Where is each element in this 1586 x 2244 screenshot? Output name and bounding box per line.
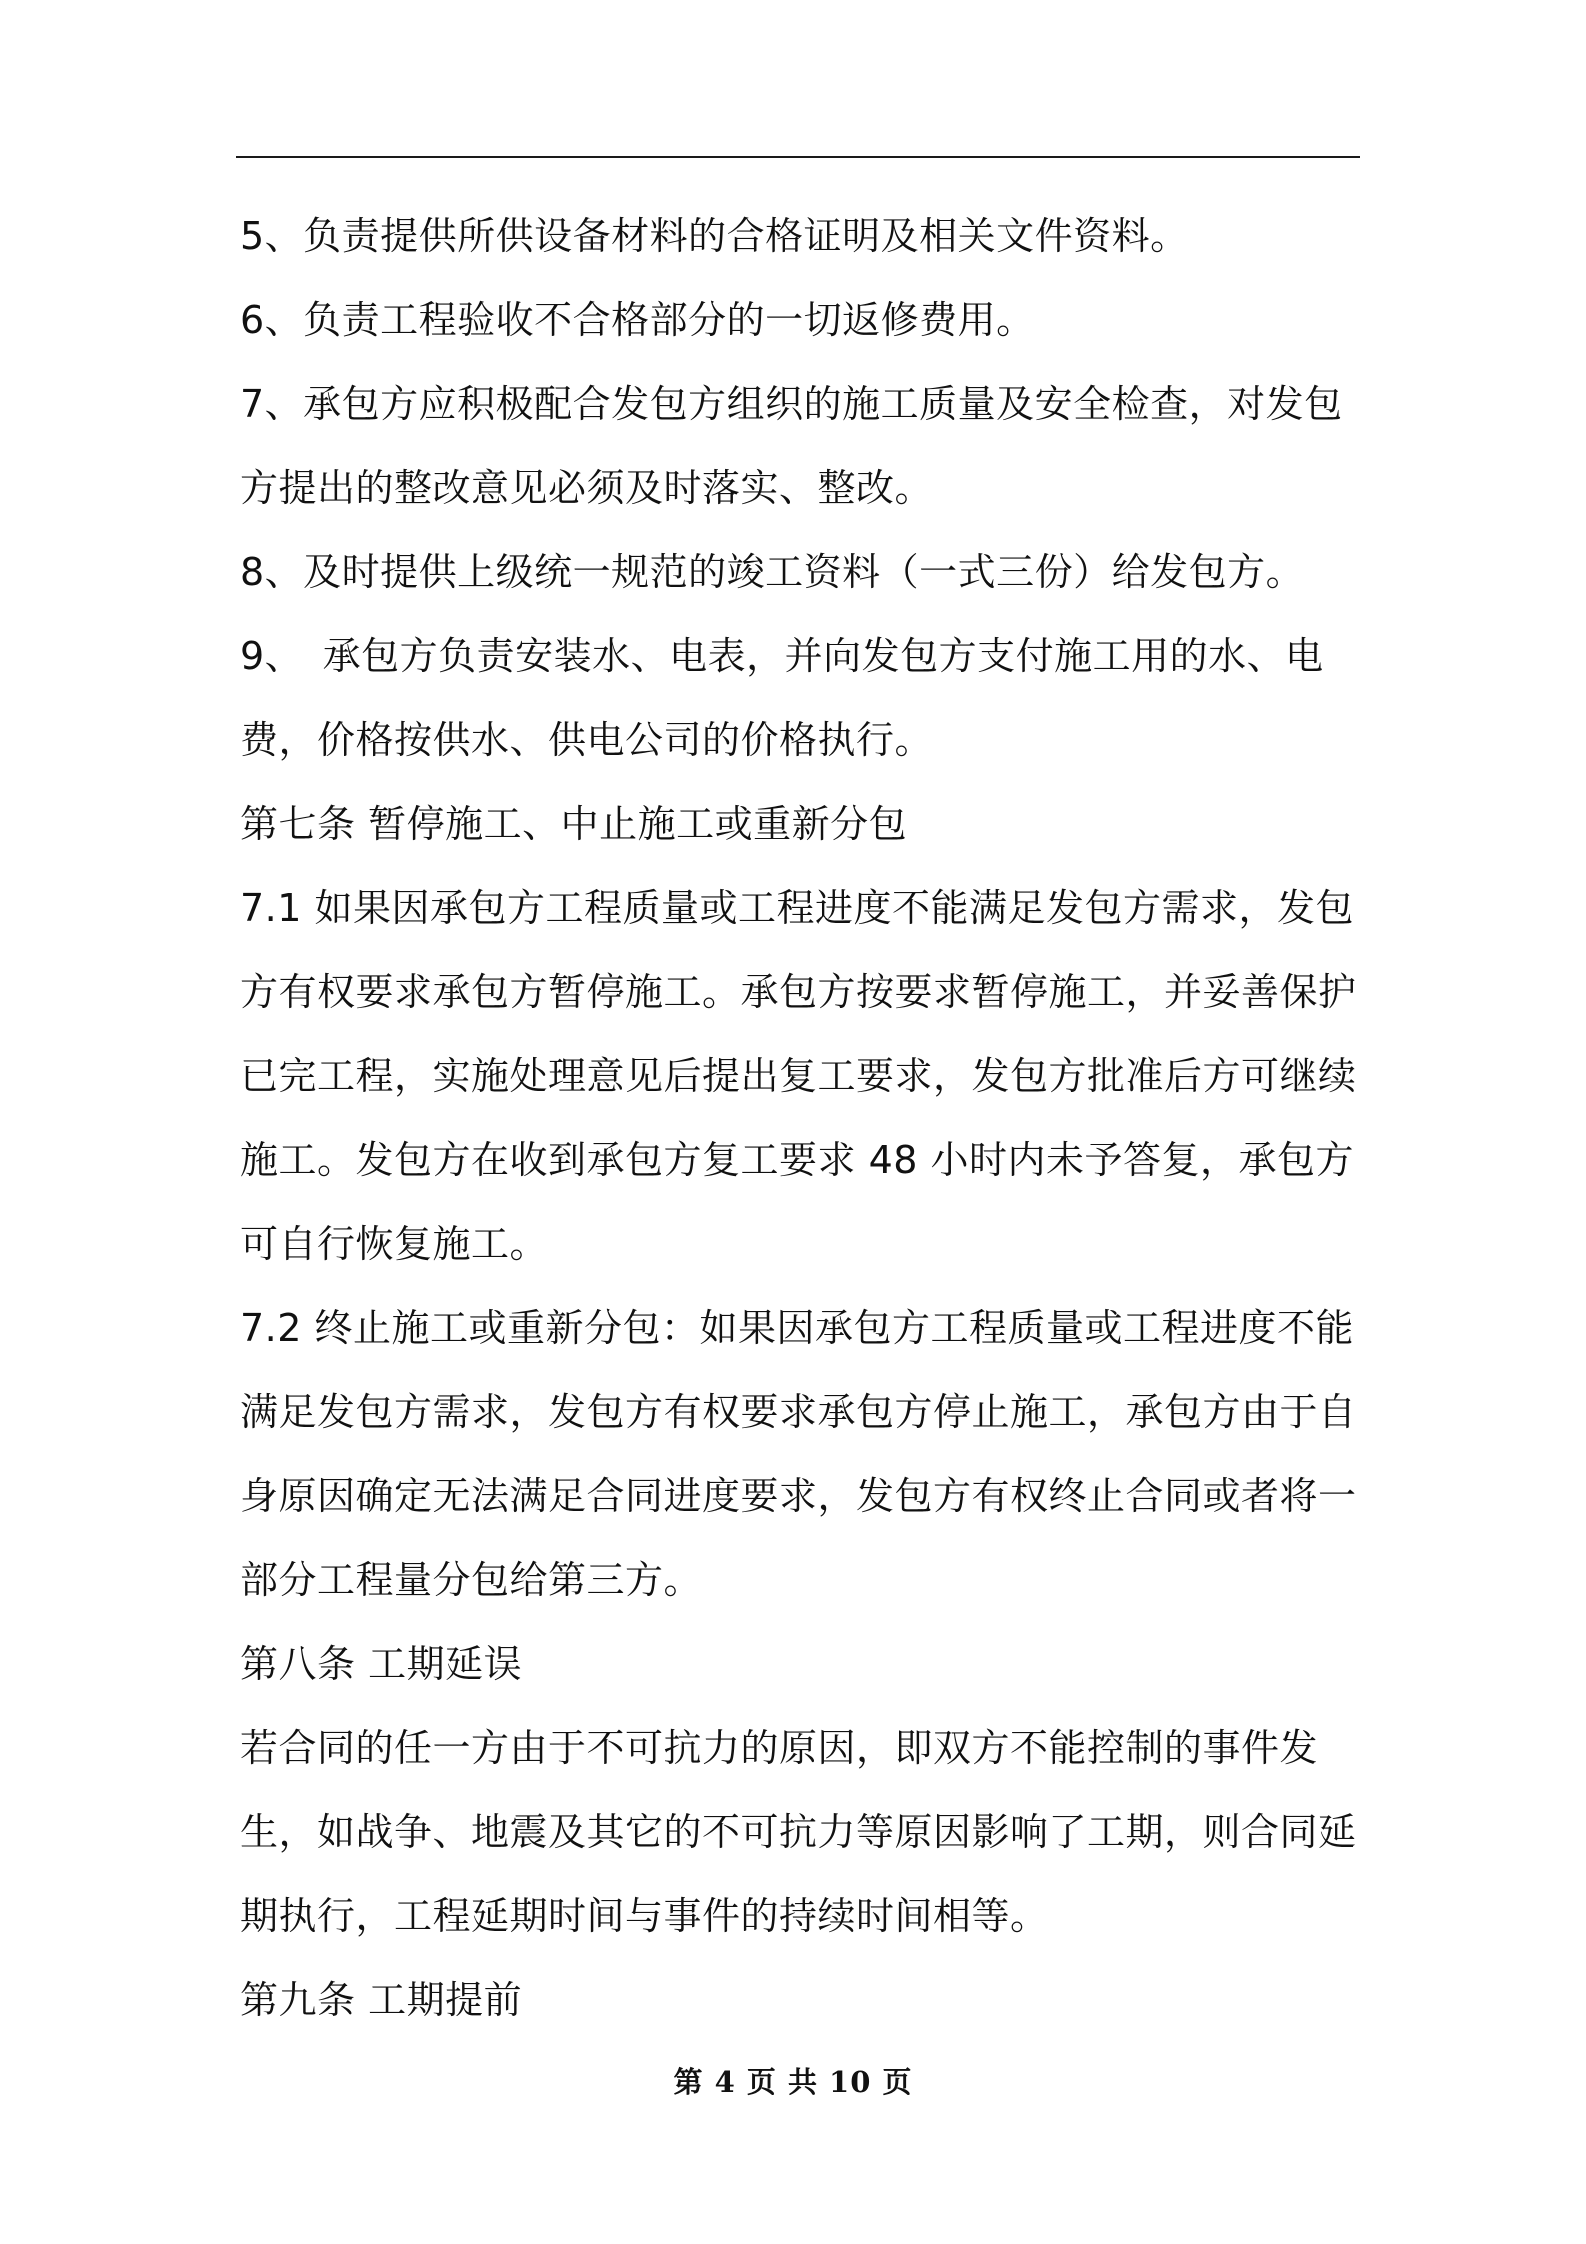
paragraph-item-5: 5、负责提供所供设备材料的合格证明及相关文件资料。 bbox=[240, 214, 1189, 258]
clause-7-1: 7.1 如果因承包方工程质量或工程进度不能满足发包方需求，发包方有权要求承包方暂停施工。承包方按要求暂停施工，并妥善保护已完工程，实施处理意见后提出复工要求，发包方批准后方可继续施工。发包方在收到承包方复工要求 48 小时内未予答复，承包方可自行恢复施工。 bbox=[240, 886, 1357, 1266]
clause-7-2: 7.2 终止施工或重新分包：如果因承包方工程质量或工程进度不能满足发包方需求，发包方有权要求承包方停止施工，承包方由于自身原因确定无法满足合同进度要求，发包方有权终止合同或者将一部分工程量分包给第三方。 bbox=[240, 1306, 1357, 1602]
paragraph-item-6: 6、负责工程验收不合格部分的一切返修费用。 bbox=[240, 298, 1035, 342]
section-heading-article-8: 第八条 工期延误 bbox=[240, 1642, 523, 1686]
paragraph-item-8: 8、及时提供上级统一规范的竣工资料（一式三份）给发包方。 bbox=[240, 550, 1305, 594]
page-number-footer: 第 4 页 共 10 页 bbox=[673, 2065, 913, 2099]
paragraph-item-7: 7、承包方应积极配合发包方组织的施工质量及安全检查，对发包方提出的整改意见必须及时落实、整改。 bbox=[240, 382, 1343, 510]
article-8-body: 若合同的任一方由于不可抗力的原因，即双方不能控制的事件发生，如战争、地震及其它的不可抗力等原因影响了工期，则合同延期执行，工程延期时间与事件的持续时间相等。 bbox=[240, 1726, 1357, 1938]
paragraph-item-9: 9、 承包方负责安装水、电表，并向发包方支付施工用的水、电费，价格按供水、供电公司的价格执行。 bbox=[240, 634, 1324, 762]
header-rule bbox=[236, 156, 1360, 158]
document-body bbox=[240, 194, 1364, 2042]
section-heading-article-9: 第九条 工期提前 bbox=[240, 1978, 523, 2022]
section-heading-article-7: 第七条 暂停施工、中止施工或重新分包 bbox=[240, 802, 908, 846]
